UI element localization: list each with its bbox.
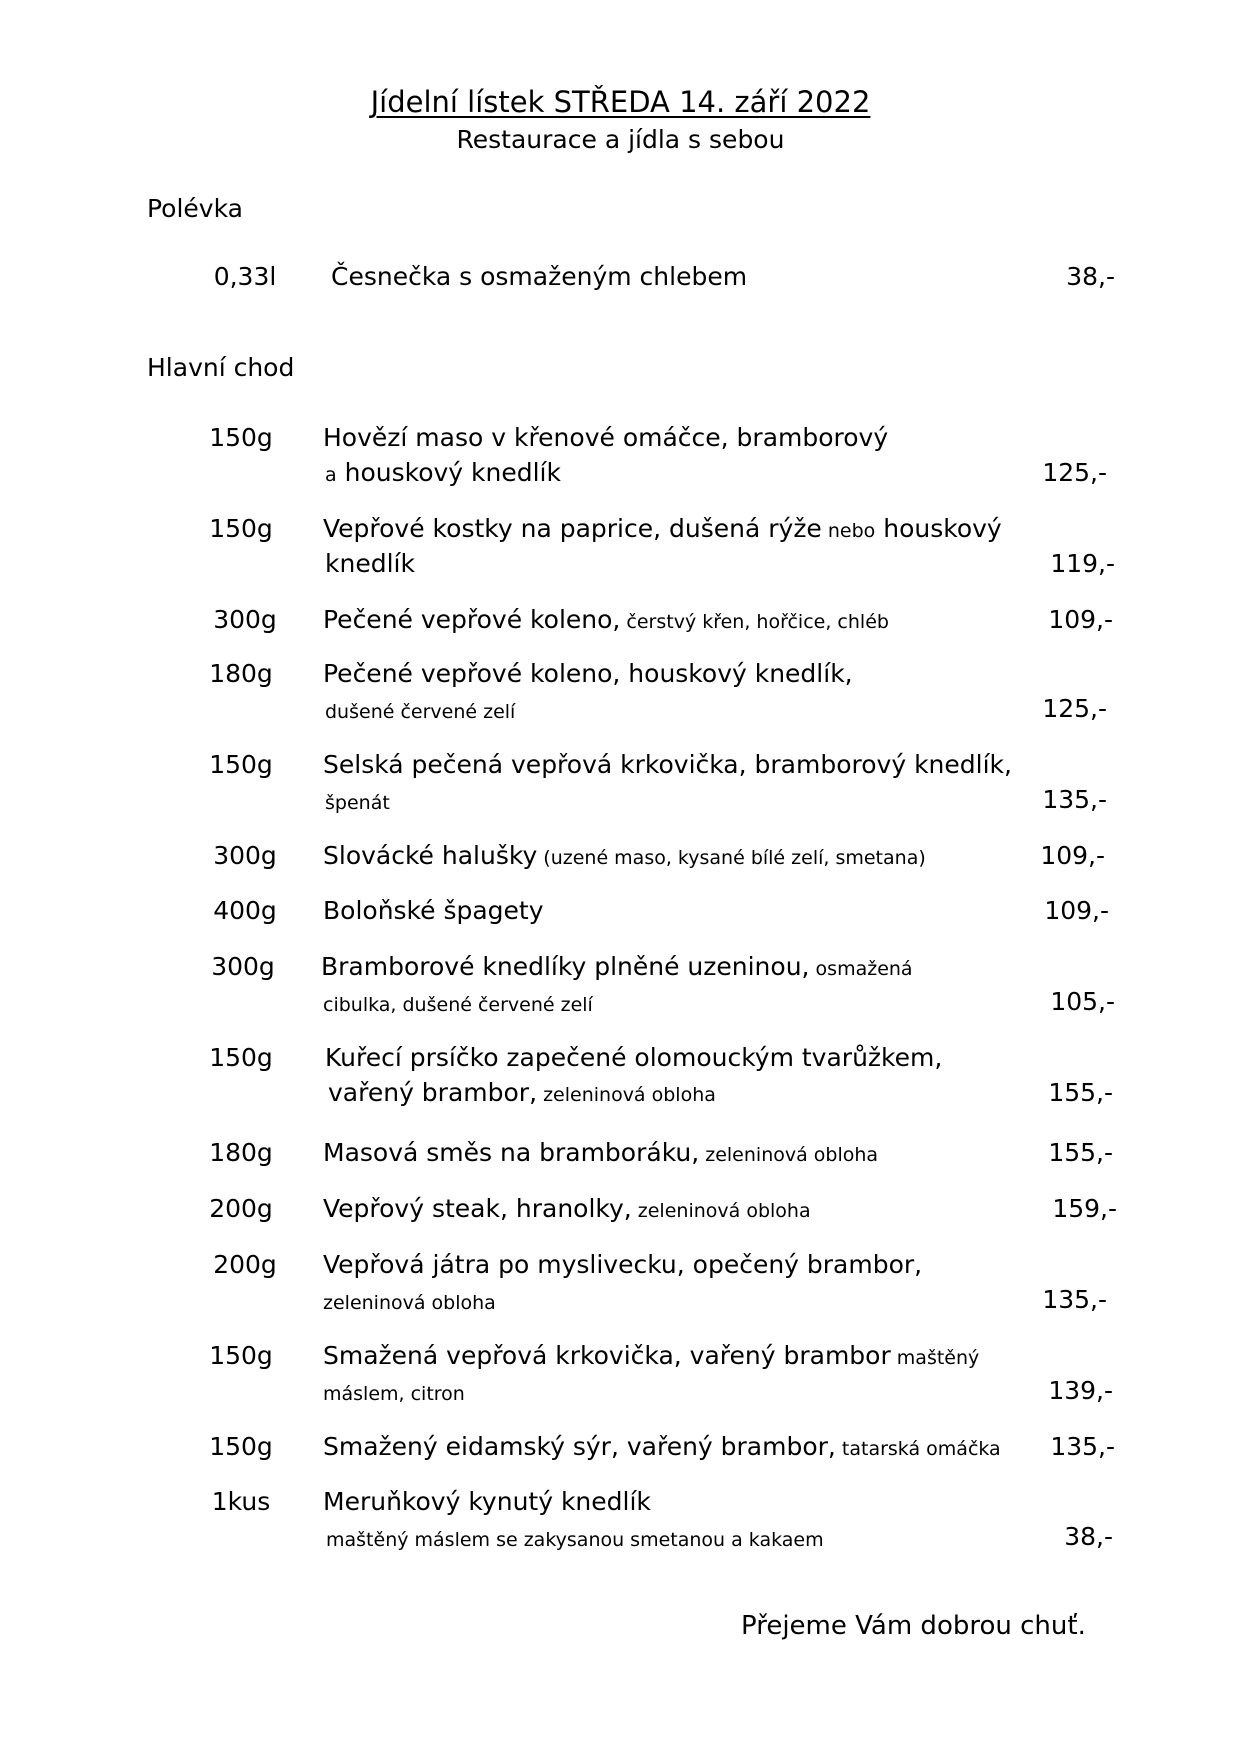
item-name [323, 839, 1043, 875]
item-price: 119,- [1050, 549, 1115, 578]
item-quantity: 1kus [211, 1487, 271, 1516]
item-name-tail: houskový [875, 514, 1002, 543]
item-price: 155,- [1048, 1078, 1113, 1107]
item-quantity: 200g [209, 1194, 273, 1223]
item-name-text: Bramborové knedlíky plněné uzeninou, [321, 952, 810, 981]
item-description-text: vařený brambor, [328, 1078, 538, 1107]
menu-subtitle: Restaurace a jídla s sebou [456, 125, 785, 154]
item-name: Česnečka s osmaženým chlebem [331, 262, 748, 291]
item-description: maštěný máslem se zakysanou smetanou a kakaem [326, 1529, 824, 1551]
item-name: Pečené vepřové koleno, houskový knedlík, [323, 659, 853, 688]
item-price: 135,- [1042, 1285, 1107, 1314]
item-name [323, 1339, 1043, 1375]
item-price: 135,- [1050, 1432, 1115, 1461]
item-description: zeleninová obloha [323, 1292, 496, 1314]
item-description: špenát [325, 792, 390, 814]
section-heading-soup: Polévka [147, 194, 243, 223]
item-price: 109,- [1048, 605, 1113, 634]
item-name [323, 1192, 1043, 1228]
item-quantity: 300g [213, 841, 277, 870]
item-name-text: Smažený eidamský sýr, vařený brambor, [323, 1432, 836, 1461]
item-name-small: maštěný [890, 1347, 980, 1369]
item-quantity: 150g [209, 1432, 273, 1461]
item-name-text: Vepřové kostky na paprice, dušená rýže [323, 514, 822, 543]
item-name [321, 950, 1041, 986]
item-quantity: 400g [213, 896, 277, 925]
item-name [323, 1136, 1043, 1172]
item-price: 105,- [1050, 987, 1115, 1016]
item-name: Hovězí maso v křenové omáčce, bramborový [323, 423, 889, 452]
item-price: 38,- [1064, 1522, 1113, 1551]
item-name-text: Pečené vepřové koleno, [323, 605, 621, 634]
item-description-text: houskový knedlík [336, 458, 561, 487]
item-name: Vepřová játra po myslivecku, opečený brambor, [323, 1250, 923, 1279]
item-name-text: Slovácké halušky [323, 841, 538, 870]
item-price: 125,- [1042, 694, 1107, 723]
item-description-small: a [325, 464, 337, 486]
item-quantity: 0,33l [213, 262, 277, 291]
item-name-small: (uzené maso, kysané bílé zelí, smetana) [537, 847, 926, 869]
item-price: 155,- [1048, 1138, 1113, 1167]
item-quantity: 150g [209, 1341, 273, 1370]
item-name-text: Vepřový steak, hranolky, [323, 1194, 632, 1223]
item-price: 135,- [1042, 785, 1107, 814]
item-quantity: 180g [209, 659, 273, 688]
item-name [323, 1430, 1043, 1466]
item-name-small: nebo [821, 520, 876, 542]
item-name-small: osmažená [809, 958, 913, 980]
item-quantity: 150g [209, 750, 273, 779]
item-price: 139,- [1048, 1376, 1113, 1405]
item-description: cibulka, dušené červené zelí [323, 994, 593, 1016]
item-name-text: Smažená vepřová krkovička, vařený brambor [323, 1341, 891, 1370]
item-description [328, 1076, 1028, 1112]
item-name [323, 603, 1043, 639]
item-name-small: čerstvý křen, hořčice, chléb [620, 611, 889, 633]
item-quantity: 150g [209, 514, 273, 543]
item-name: Boloňské špagety [323, 896, 544, 925]
item-description: dušené červené zelí [325, 701, 516, 723]
item-name [323, 512, 1043, 548]
item-price: 109,- [1044, 896, 1109, 925]
item-quantity: 150g [209, 1043, 273, 1072]
item-name-small: tatarská omáčka [835, 1438, 1001, 1460]
item-price: 159,- [1052, 1194, 1117, 1223]
item-quantity: 180g [209, 1138, 273, 1167]
item-name-small: zeleninová obloha [631, 1200, 811, 1222]
item-name: Kuřecí prsíčko zapečené olomouckým tvarůžkem, [325, 1043, 943, 1072]
item-price: 38,- [1066, 262, 1115, 291]
item-name-small: zeleninová obloha [699, 1144, 879, 1166]
item-quantity: 300g [211, 952, 275, 981]
item-name: Selská pečená vepřová krkovička, bramborový knedlík, [323, 750, 1012, 779]
item-description-small: zeleninová obloha [537, 1084, 716, 1106]
item-description: knedlík [325, 549, 415, 578]
item-name: Meruňkový kynutý knedlík [323, 1487, 651, 1516]
item-name-text: Masová směs na bramboráku, [323, 1138, 700, 1167]
item-quantity: 200g [213, 1250, 277, 1279]
item-quantity: 150g [209, 423, 273, 452]
closing-message: Přejeme Vám dobrou chuť. [741, 1611, 1086, 1641]
item-price: 109,- [1040, 841, 1105, 870]
item-quantity: 300g [213, 605, 277, 634]
item-description [325, 456, 1025, 492]
item-description: máslem, citron [323, 1383, 465, 1405]
item-price: 125,- [1042, 458, 1107, 487]
menu-title: Jídelní lístek STŘEDA 14. září 2022 [370, 85, 871, 119]
section-heading-main: Hlavní chod [147, 353, 295, 382]
